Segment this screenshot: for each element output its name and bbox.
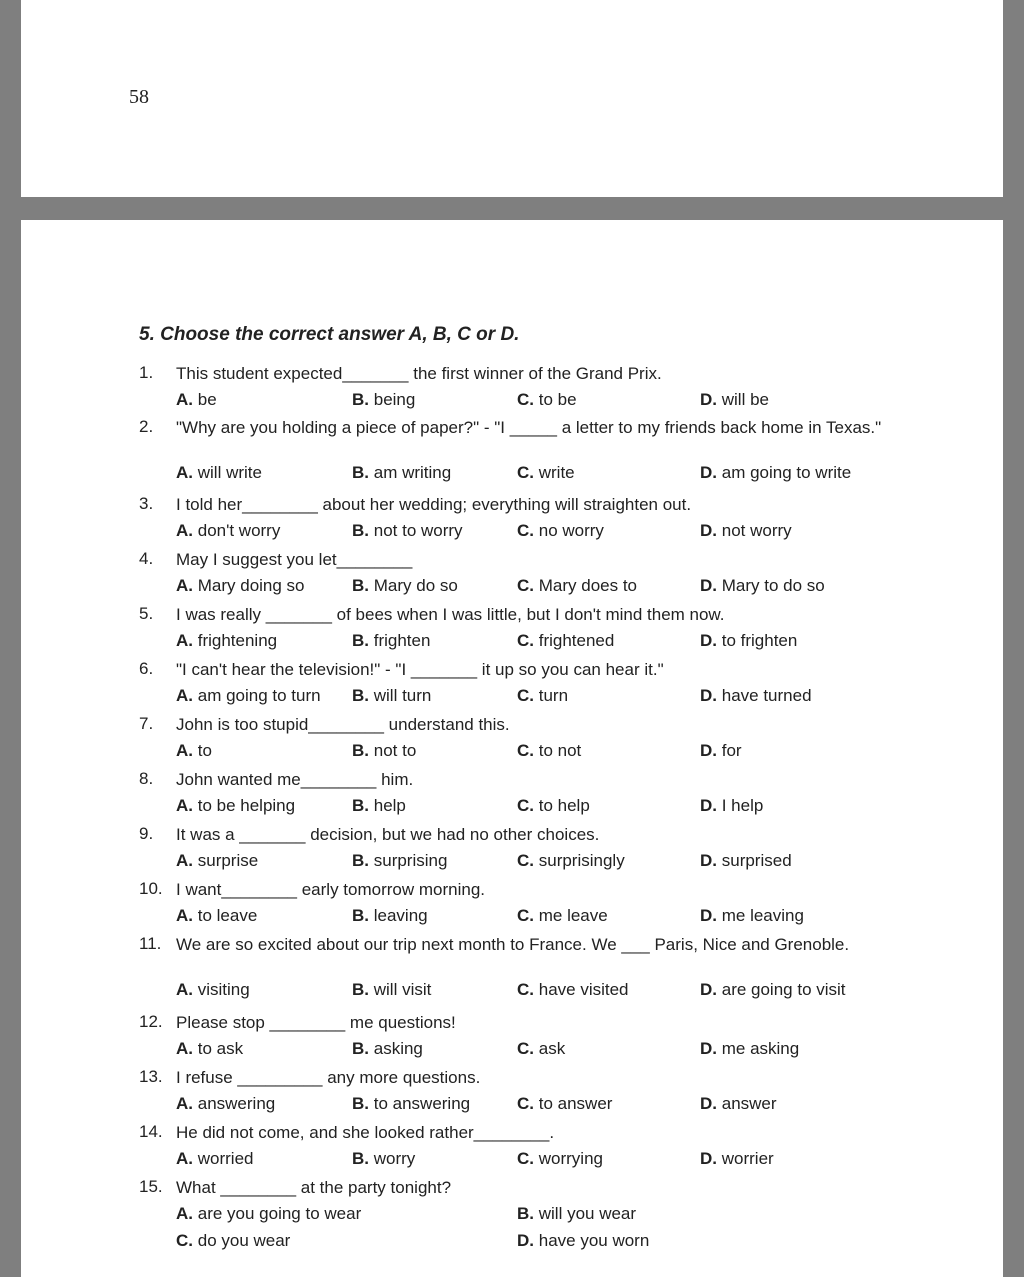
answer-option[interactable] bbox=[700, 576, 825, 596]
answer-option[interactable] bbox=[517, 906, 608, 926]
question-number: 2. bbox=[139, 417, 154, 436]
option-text: for bbox=[721, 741, 742, 760]
answer-option[interactable] bbox=[176, 1231, 290, 1251]
answer-option[interactable] bbox=[517, 851, 625, 871]
option-letter: C. bbox=[517, 686, 534, 705]
option-text: frightened bbox=[538, 631, 615, 650]
question-text: I told her________ about her wedding; everything will straighten out. bbox=[176, 495, 692, 514]
option-text: worried bbox=[197, 1149, 254, 1168]
option-letter: D. bbox=[700, 980, 717, 999]
option-letter: B. bbox=[352, 851, 369, 870]
option-text: do you wear bbox=[197, 1231, 291, 1250]
answer-option[interactable] bbox=[700, 1149, 774, 1169]
option-text: don't worry bbox=[197, 521, 281, 540]
answer-option[interactable] bbox=[517, 521, 604, 541]
option-text: am writing bbox=[373, 463, 452, 482]
option-letter: B. bbox=[352, 1094, 369, 1113]
question-text: May I suggest you let________ bbox=[176, 550, 413, 569]
option-text: to be helping bbox=[197, 796, 296, 815]
option-letter: C. bbox=[517, 1094, 534, 1113]
answer-option[interactable] bbox=[700, 463, 851, 483]
option-letter: C. bbox=[517, 741, 534, 760]
option-text: to frighten bbox=[721, 631, 798, 650]
option-letter: D. bbox=[700, 796, 717, 815]
question-number: 1. bbox=[139, 363, 154, 382]
option-text: Mary does to bbox=[538, 576, 637, 595]
answer-option[interactable] bbox=[176, 631, 277, 651]
question-number: 15. bbox=[139, 1177, 163, 1196]
option-text: surprise bbox=[197, 851, 259, 870]
answer-option[interactable] bbox=[352, 906, 428, 926]
answer-option[interactable] bbox=[517, 1231, 649, 1251]
answer-option[interactable] bbox=[700, 686, 812, 706]
option-text: will visit bbox=[373, 980, 432, 999]
question-text: This student expected_______ the first winner of the Grand Prix. bbox=[176, 364, 662, 383]
option-text: no worry bbox=[538, 521, 604, 540]
answer-option[interactable] bbox=[176, 1094, 275, 1114]
option-text: me leaving bbox=[721, 906, 804, 925]
question-number: 7. bbox=[139, 714, 154, 733]
option-letter: A. bbox=[176, 741, 193, 760]
page-number: 58 bbox=[129, 86, 149, 108]
option-letter: B. bbox=[352, 906, 369, 925]
answer-option[interactable] bbox=[517, 980, 629, 1000]
option-letter: B. bbox=[352, 631, 369, 650]
option-letter: D. bbox=[700, 1149, 717, 1168]
option-letter: C. bbox=[517, 1149, 534, 1168]
option-letter: D. bbox=[517, 1231, 534, 1250]
option-text: worrying bbox=[538, 1149, 603, 1168]
answer-option[interactable] bbox=[700, 906, 804, 926]
option-text: answer bbox=[721, 1094, 777, 1113]
option-text: have you worn bbox=[538, 1231, 650, 1250]
option-letter: A. bbox=[176, 631, 193, 650]
option-text: will you wear bbox=[538, 1204, 637, 1223]
answer-option[interactable] bbox=[700, 521, 792, 541]
option-text: worrier bbox=[721, 1149, 774, 1168]
answer-option[interactable] bbox=[176, 741, 212, 761]
option-text: help bbox=[373, 796, 406, 815]
previous-page bbox=[21, 0, 1003, 197]
option-letter: D. bbox=[700, 851, 717, 870]
option-text: turn bbox=[538, 686, 569, 705]
answer-option[interactable] bbox=[176, 796, 295, 816]
answer-option[interactable] bbox=[700, 741, 742, 761]
option-letter: A. bbox=[176, 796, 193, 815]
option-letter: C. bbox=[517, 906, 534, 925]
answer-option[interactable] bbox=[517, 463, 575, 483]
answer-option[interactable] bbox=[517, 1149, 603, 1169]
question-number: 10. bbox=[139, 879, 163, 898]
option-text: being bbox=[373, 390, 416, 409]
option-letter: B. bbox=[352, 1149, 369, 1168]
option-letter: B. bbox=[352, 796, 369, 815]
option-text: me asking bbox=[721, 1039, 800, 1058]
option-letter: D. bbox=[700, 463, 717, 482]
option-text: ask bbox=[538, 1039, 566, 1058]
answer-option[interactable] bbox=[176, 1039, 243, 1059]
option-letter: A. bbox=[176, 980, 193, 999]
question-text: I was really _______ of bees when I was little, but I don't mind them now. bbox=[176, 605, 725, 624]
question-number: 5. bbox=[139, 604, 154, 623]
option-text: to be bbox=[538, 390, 577, 409]
answer-option[interactable] bbox=[700, 390, 769, 410]
option-letter: D. bbox=[700, 1094, 717, 1113]
option-letter: D. bbox=[700, 390, 717, 409]
option-letter: B. bbox=[352, 463, 369, 482]
question-text: I refuse _________ any more questions. bbox=[176, 1068, 481, 1087]
option-text: not to worry bbox=[373, 521, 463, 540]
option-text: not worry bbox=[721, 521, 792, 540]
option-letter: D. bbox=[700, 631, 717, 650]
question-text: I want________ early tomorrow morning. bbox=[176, 880, 485, 899]
answer-option[interactable] bbox=[352, 796, 406, 816]
option-letter: C. bbox=[517, 390, 534, 409]
answer-option[interactable] bbox=[517, 1094, 612, 1114]
option-text: to bbox=[197, 741, 212, 760]
option-text: surprised bbox=[721, 851, 792, 870]
option-text: to ask bbox=[197, 1039, 244, 1058]
answer-option[interactable] bbox=[517, 1039, 565, 1059]
option-letter: C. bbox=[176, 1231, 193, 1250]
question-number: 11. bbox=[139, 934, 162, 953]
option-letter: A. bbox=[176, 1094, 193, 1113]
option-text: frightening bbox=[197, 631, 278, 650]
option-letter: C. bbox=[517, 576, 534, 595]
option-text: Mary doing so bbox=[197, 576, 305, 595]
answer-option[interactable] bbox=[517, 741, 581, 761]
option-text: to answer bbox=[538, 1094, 613, 1113]
option-text: will write bbox=[197, 463, 262, 482]
option-text: not to bbox=[373, 741, 417, 760]
option-letter: D. bbox=[700, 1039, 717, 1058]
option-text: to leave bbox=[197, 906, 258, 925]
answer-option[interactable] bbox=[176, 1149, 253, 1169]
answer-option[interactable] bbox=[352, 1039, 423, 1059]
option-text: to not bbox=[538, 741, 582, 760]
option-text: are you going to wear bbox=[197, 1204, 362, 1223]
answer-option[interactable] bbox=[352, 851, 447, 871]
question-number: 9. bbox=[139, 824, 154, 843]
question-number: 14. bbox=[139, 1122, 163, 1141]
question-text: "I can't hear the television!" - "I _______ it up so you can hear it." bbox=[176, 660, 664, 679]
answer-option[interactable] bbox=[352, 686, 431, 706]
option-text: leaving bbox=[373, 906, 428, 925]
question-number: 13. bbox=[139, 1067, 163, 1086]
worksheet-page bbox=[21, 220, 1003, 1277]
option-text: me leave bbox=[538, 906, 608, 925]
answer-option[interactable] bbox=[352, 576, 458, 596]
option-letter: A. bbox=[176, 851, 193, 870]
option-letter: D. bbox=[700, 576, 717, 595]
answer-option[interactable] bbox=[176, 980, 250, 1000]
answer-option[interactable] bbox=[176, 851, 258, 871]
question-text: He did not come, and she looked rather________. bbox=[176, 1123, 555, 1142]
option-letter: A. bbox=[176, 576, 193, 595]
answer-option[interactable] bbox=[176, 521, 280, 541]
option-text: surprisingly bbox=[538, 851, 625, 870]
answer-option[interactable] bbox=[517, 1204, 636, 1224]
question-text: It was a _______ decision, but we had no other choices. bbox=[176, 825, 600, 844]
answer-option[interactable] bbox=[700, 980, 846, 1000]
option-text: write bbox=[538, 463, 575, 482]
answer-option[interactable] bbox=[352, 390, 415, 410]
question-text: John is too stupid________ understand this. bbox=[176, 715, 510, 734]
question-number: 8. bbox=[139, 769, 154, 788]
option-text: frighten bbox=[373, 631, 431, 650]
option-letter: C. bbox=[517, 463, 534, 482]
answer-option[interactable] bbox=[700, 851, 792, 871]
answer-option[interactable] bbox=[517, 631, 614, 651]
option-text: have turned bbox=[721, 686, 812, 705]
option-letter: B. bbox=[352, 686, 369, 705]
answer-option[interactable] bbox=[517, 576, 637, 596]
option-text: I help bbox=[721, 796, 764, 815]
option-text: surprising bbox=[373, 851, 448, 870]
option-letter: A. bbox=[176, 1204, 193, 1223]
answer-option[interactable] bbox=[176, 1204, 361, 1224]
option-text: am going to write bbox=[721, 463, 852, 482]
option-letter: C. bbox=[517, 521, 534, 540]
answer-option[interactable] bbox=[700, 631, 797, 651]
option-text: worry bbox=[373, 1149, 416, 1168]
answer-option[interactable] bbox=[176, 686, 321, 706]
answer-option[interactable] bbox=[176, 390, 217, 410]
answer-option[interactable] bbox=[176, 906, 257, 926]
option-letter: D. bbox=[700, 521, 717, 540]
answer-option[interactable] bbox=[352, 463, 451, 483]
option-letter: B. bbox=[352, 1039, 369, 1058]
option-text: to answering bbox=[373, 1094, 471, 1113]
option-letter: C. bbox=[517, 796, 534, 815]
option-letter: C. bbox=[517, 631, 534, 650]
answer-option[interactable] bbox=[700, 1094, 777, 1114]
option-text: Mary to do so bbox=[721, 576, 825, 595]
option-text: will turn bbox=[373, 686, 432, 705]
option-letter: B. bbox=[352, 980, 369, 999]
option-letter: B. bbox=[517, 1204, 534, 1223]
answer-option[interactable] bbox=[517, 390, 577, 410]
option-letter: C. bbox=[517, 851, 534, 870]
option-letter: A. bbox=[176, 1149, 193, 1168]
option-letter: A. bbox=[176, 521, 193, 540]
question-number: 6. bbox=[139, 659, 154, 678]
option-letter: D. bbox=[700, 686, 717, 705]
option-letter: D. bbox=[700, 741, 717, 760]
answer-option[interactable] bbox=[352, 980, 431, 1000]
option-letter: B. bbox=[352, 390, 369, 409]
answer-option[interactable] bbox=[517, 796, 590, 816]
question-text: "Why are you holding a piece of paper?" - "I _____ a letter to my friends back home in Texas." bbox=[176, 418, 882, 437]
answer-option[interactable] bbox=[352, 521, 463, 541]
option-letter: B. bbox=[352, 741, 369, 760]
option-letter: A. bbox=[176, 906, 193, 925]
question-number: 4. bbox=[139, 549, 154, 568]
answer-option[interactable] bbox=[352, 741, 416, 761]
option-letter: B. bbox=[352, 521, 369, 540]
option-letter: C. bbox=[517, 980, 534, 999]
option-letter: A. bbox=[176, 686, 193, 705]
question-number: 12. bbox=[139, 1012, 163, 1031]
option-letter: A. bbox=[176, 1039, 193, 1058]
question-text: What ________ at the party tonight? bbox=[176, 1178, 452, 1197]
option-letter: D. bbox=[700, 906, 717, 925]
question-text: John wanted me________ him. bbox=[176, 770, 414, 789]
answer-option[interactable] bbox=[176, 463, 262, 483]
option-text: visiting bbox=[197, 980, 250, 999]
question-number: 3. bbox=[139, 494, 154, 513]
question-text: We are so excited about our trip next month to France. We ___ Paris, Nice and Grenoble. bbox=[176, 935, 850, 954]
answer-option[interactable] bbox=[352, 1149, 415, 1169]
option-text: Mary do so bbox=[373, 576, 458, 595]
answer-option[interactable] bbox=[176, 576, 305, 596]
option-text: be bbox=[197, 390, 217, 409]
option-text: have visited bbox=[538, 980, 629, 999]
option-letter: B. bbox=[352, 576, 369, 595]
option-text: asking bbox=[373, 1039, 423, 1058]
option-text: am going to turn bbox=[197, 686, 321, 705]
option-letter: A. bbox=[176, 463, 193, 482]
answer-option[interactable] bbox=[700, 1039, 799, 1059]
option-text: answering bbox=[197, 1094, 276, 1113]
exercise-heading: 5. Choose the correct answer A, B, C or D. bbox=[139, 324, 520, 345]
option-letter: A. bbox=[176, 390, 193, 409]
answer-option[interactable] bbox=[352, 1094, 470, 1114]
option-text: will be bbox=[721, 390, 769, 409]
option-letter: C. bbox=[517, 1039, 534, 1058]
option-text: are going to visit bbox=[721, 980, 846, 999]
answer-option[interactable] bbox=[517, 686, 568, 706]
option-text: to help bbox=[538, 796, 590, 815]
answer-option[interactable] bbox=[352, 631, 430, 651]
answer-option[interactable] bbox=[700, 796, 763, 816]
question-text: Please stop ________ me questions! bbox=[176, 1013, 456, 1032]
